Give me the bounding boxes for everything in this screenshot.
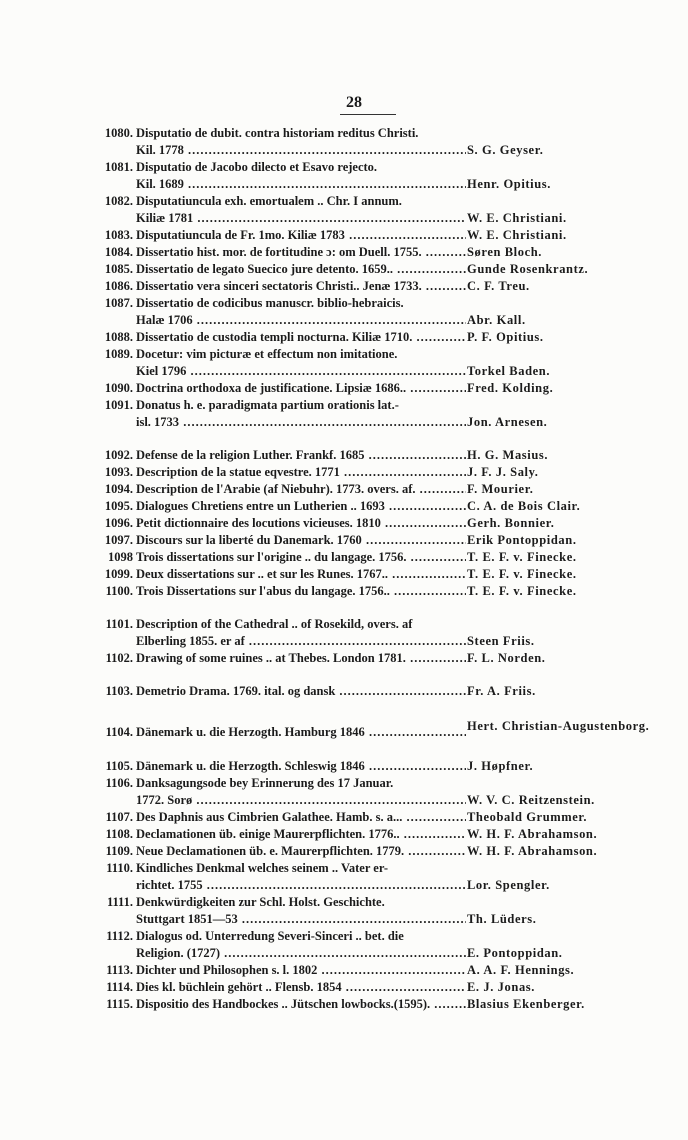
group-gap [0, 667, 688, 683]
entry-title: Discours sur la liberté du Danemark. 1760 ..... [136, 532, 466, 549]
entry-title: Dichter und Philosophen s. l. 1802 ..... [136, 962, 466, 979]
entry-title: Doctrina orthodoxa de justificatione. Lipsiæ 1686.. ..... [136, 380, 466, 397]
entry-title: Disputatio de dubit. contra historiam reditus Christi. [136, 126, 419, 140]
group-gap [0, 431, 688, 447]
entry-line [0, 877, 688, 894]
entry-author: Lor. Spengler. [467, 878, 550, 892]
entry-title: Docetur: vim picturæ et effectum non imitatione. [136, 347, 398, 361]
entry-group [0, 683, 688, 700]
entry-line [0, 261, 688, 278]
entry-title: Disputatio de Jacobo dilecto et Esavo rejecto. [136, 160, 378, 174]
entry-title: Petit dictionnaire des locutions vicieuses. 1810 ..... [136, 515, 466, 532]
entry-author: W. V. C. Reitzenstein. [467, 793, 595, 807]
entry-number: 1081. [104, 160, 133, 174]
entry-line [0, 775, 688, 792]
entry-title: Drawing of some ruines .. at Thebes. London 1781. ..... [136, 650, 466, 667]
catalog-entry [0, 397, 688, 431]
entry-title: Trois Dissertations sur l'abus du langage. 1756.. ..... [136, 583, 466, 600]
page-number: 28 [346, 94, 362, 111]
entry-author: Hert. Christian-Augustenborg. [467, 719, 650, 733]
catalog-entry [0, 295, 688, 329]
entry-title: Dispositio des Handbockes .. Jütschen lowbocks.(1595). ..... [136, 996, 466, 1013]
entry-line [0, 515, 688, 532]
entry-title: Religion. (1727) ..... [136, 945, 466, 962]
entry-author: Henr. Opitius. [467, 177, 551, 191]
entry-number: 1093. [104, 465, 133, 479]
entry-number: 1108. [105, 827, 133, 841]
entry-line [0, 227, 688, 244]
catalog-entry [0, 928, 688, 962]
entry-line [0, 826, 688, 843]
entry-author: J. Høpfner. [467, 759, 534, 773]
catalog-entry [0, 380, 688, 397]
entry-line [0, 481, 688, 498]
entry-number: 1107. [105, 810, 133, 824]
entry-author: W. H. F. Abrahamson. [467, 844, 598, 858]
entry-line [0, 843, 688, 860]
entry-author: S. G. Geyser. [467, 143, 544, 157]
entry-number: 1097. [104, 533, 133, 547]
entry-line [0, 329, 688, 346]
entry-title: Description de l'Arabie (af Niebuhr). 1773. overs. af. ..... [136, 481, 466, 498]
entry-author: T. E. F. v. Finecke. [467, 567, 577, 581]
catalog-entry [0, 329, 688, 346]
entry-group [0, 447, 688, 600]
catalog-entry [0, 481, 688, 498]
entry-line [0, 758, 688, 775]
catalog-entry [0, 758, 688, 775]
entry-author: W. H. F. Abrahamson. [467, 827, 598, 841]
entry-line [0, 414, 688, 431]
entry-author: A. A. F. Hennings. [467, 963, 575, 977]
catalog-entry [0, 244, 688, 261]
entry-line [0, 142, 688, 159]
entry-title: Dissertatio de legato Suecico jure detento. 1659.. ..... [136, 261, 466, 278]
entry-line [0, 633, 688, 650]
catalog-entry [0, 775, 688, 809]
catalog-entry [0, 447, 688, 464]
entry-number: 1092. [104, 448, 133, 462]
entry-line [0, 996, 688, 1013]
entry-author: Abr. Kall. [467, 313, 526, 327]
entry-number: 1088. [104, 330, 133, 344]
entry-line [0, 159, 688, 176]
entry-title: Dissertatio de codicibus manuscr. biblio-hebraicis. [136, 296, 404, 310]
group-gap [0, 700, 688, 708]
catalog-entry [0, 159, 688, 193]
entry-line [0, 447, 688, 464]
entry-line [0, 464, 688, 481]
entry-line [0, 583, 688, 600]
catalog-entry [0, 498, 688, 515]
catalog-entry [0, 227, 688, 244]
entry-line [0, 809, 688, 826]
entry-title: Kindliches Denkmal welches seinem .. Vater er- [136, 861, 389, 875]
catalog-entry [0, 650, 688, 667]
entry-author: J. F. J. Saly. [467, 465, 539, 479]
entry-group [0, 125, 688, 431]
entry-title: Dänemark u. die Herzogth. Hamburg 1846 ..... [136, 724, 466, 741]
entry-author: E. Pontoppidan. [467, 946, 563, 960]
entry-line [0, 860, 688, 877]
catalog-entry [0, 683, 688, 700]
entry-number: 1100. [105, 584, 133, 598]
entry-author: Theobald Grummer. [467, 810, 588, 824]
entry-group [0, 719, 688, 1013]
entry-author: Søren Bloch. [467, 245, 543, 259]
entry-title: Dies kl. büchlein gehört .. Flensb. 1854 ..... [136, 979, 466, 996]
catalog-entry [0, 125, 688, 159]
entry-line [0, 911, 688, 928]
entry-title: Dissertatio de custodia templi nocturna. Kiliæ 1710. ..... [136, 329, 466, 346]
entry-line [0, 498, 688, 515]
entry-title: Trois dissertations sur l'origine .. du langage. 1756. ..... [136, 549, 466, 566]
entry-number: 1084. [104, 245, 133, 259]
entry-number: 1080. [104, 126, 133, 140]
entry-line [0, 549, 688, 566]
entry-number: 1103. [105, 684, 133, 698]
entry-author: T. E. F. v. Finecke. [467, 584, 577, 598]
page-number-rule [340, 114, 396, 115]
entry-number: 1095. [104, 499, 133, 513]
catalog-entry [0, 843, 688, 860]
entry-author: Torkel Baden. [467, 364, 551, 378]
entry-title: Disputatiuncula exh. emortualem .. Chr. I annum. [136, 194, 402, 208]
entry-line [0, 312, 688, 329]
entry-number: 1101. [105, 617, 133, 631]
catalog-entry [0, 979, 688, 996]
entry-number: 1091. [104, 398, 133, 412]
entry-title: Kil. 1689 ..... [136, 176, 466, 193]
entry-title: Dissertatio hist. mor. de fortitudine ɔ: om Duell. 1755. ..... [136, 244, 466, 261]
entry-number: 1099. [104, 567, 133, 581]
entry-author: H. G. Masius. [467, 448, 549, 462]
entry-title: Kil. 1778 ..... [136, 142, 466, 159]
catalog-entry [0, 532, 688, 549]
catalog-list [0, 125, 688, 1013]
entry-number: 1087. [104, 296, 133, 310]
entry-author: C. F. Treu. [467, 279, 530, 293]
entry-title: Deux dissertations sur .. et sur les Runes. 1767.. ..... [136, 566, 466, 583]
entry-author: Steen Friis. [467, 634, 535, 648]
entry-number: 1113. [106, 963, 133, 977]
catalog-entry [0, 860, 688, 894]
entry-author: P. F. Opitius. [467, 330, 544, 344]
entry-line [0, 650, 688, 667]
entry-line [0, 532, 688, 549]
entry-title: Dänemark u. die Herzogth. Schleswig 1846 ..... [136, 758, 466, 775]
catalog-entry [0, 515, 688, 532]
entry-line [0, 945, 688, 962]
entry-author: W. E. Christiani. [467, 211, 567, 225]
entry-line [0, 295, 688, 312]
catalog-entry [0, 464, 688, 481]
entry-title: Neue Declamationen üb. e. Maurerpflichten. 1779. ..... [136, 843, 466, 860]
entry-author: W. E. Christiani. [467, 228, 567, 242]
entry-line [0, 962, 688, 979]
entry-line [0, 380, 688, 397]
entry-title: Demetrio Drama. 1769. ital. og dansk ..... [136, 683, 466, 700]
entry-number: 1104. [105, 725, 133, 739]
entry-number: 1085. [104, 262, 133, 276]
entry-line [0, 346, 688, 363]
entry-number: 1086. [104, 279, 133, 293]
entry-author: C. A. de Bois Clair. [467, 499, 581, 513]
entry-title: Des Daphnis aus Cimbrien Galathee. Hamb. s. a... ..... [136, 809, 466, 826]
entry-line [0, 278, 688, 295]
entry-author: Gerh. Bonnier. [467, 516, 555, 530]
entry-title: Denkwürdigkeiten zur Schl. Holst. Geschichte. [136, 895, 385, 909]
catalog-entry [0, 566, 688, 583]
catalog-entry [0, 809, 688, 826]
entry-number: 1106. [105, 776, 133, 790]
entry-author: Blasius Ekenberger. [467, 997, 585, 1011]
entry-title: Elberling 1855. er af ..... [136, 633, 466, 650]
entry-number: 1114. [106, 980, 133, 994]
group-gap [0, 600, 688, 616]
entry-line [0, 683, 688, 700]
entry-line [0, 193, 688, 210]
catalog-entry [0, 583, 688, 600]
entry-line [0, 210, 688, 227]
entry-title: Kiliæ 1781 ..... [136, 210, 466, 227]
entry-number: 1096. [104, 516, 133, 530]
entry-number: 1109. [105, 844, 133, 858]
entry-author: Th. Lüders. [467, 912, 537, 926]
catalog-entry [0, 894, 688, 928]
entry-author: E. J. Jonas. [467, 980, 535, 994]
entry-title: Declamationen üb. einige Maurerpflichten. 1776.. ..... [136, 826, 466, 843]
entry-number: 1112. [106, 929, 133, 943]
entry-number: 1102. [105, 651, 133, 665]
entry-author: Erik Pontoppidan. [467, 533, 577, 547]
entry-line [0, 566, 688, 583]
entry-number: 1090. [104, 381, 133, 395]
entry-author: T. E. F. v. Finecke. [467, 550, 577, 564]
entry-line [0, 719, 688, 741]
entry-title: Description of the Cathedral .. of Rosekild, overs. af [136, 617, 413, 631]
entry-line [0, 979, 688, 996]
entry-title: Description de la statue eqvestre. 1771 ..... [136, 464, 466, 481]
entry-line [0, 176, 688, 193]
catalog-entry [0, 719, 688, 758]
entry-line [0, 397, 688, 414]
entry-title: 1772. Sorø ..... [136, 792, 466, 809]
entry-title: Stuttgart 1851—53 ..... [136, 911, 466, 928]
entry-number: 1110. [106, 861, 133, 875]
entry-line [0, 244, 688, 261]
entry-number: 1089. [104, 347, 133, 361]
entry-number: 1083. [104, 228, 133, 242]
entry-title: richtet. 1755 ..... [136, 877, 466, 894]
catalog-entry [0, 193, 688, 227]
catalog-entry [0, 826, 688, 843]
catalog-entry [0, 962, 688, 979]
entry-number: 1098 [108, 550, 133, 564]
catalog-entry [0, 278, 688, 295]
entry-number: 1105. [105, 759, 133, 773]
entry-number: 1115. [106, 997, 133, 1011]
entry-author: Jon. Arnesen. [467, 415, 548, 429]
entry-group [0, 616, 688, 667]
entry-author: Gunde Rosenkrantz. [467, 262, 589, 276]
entry-title: Halæ 1706 ..... [136, 312, 466, 329]
entry-title: Donatus h. e. paradigmata partium orationis lat.- [136, 398, 399, 412]
entry-line [0, 792, 688, 809]
catalog-entry [0, 549, 688, 566]
entry-line [0, 125, 688, 142]
catalog-entry [0, 996, 688, 1013]
entry-author: Fred. Kolding. [467, 381, 554, 395]
entry-line [0, 741, 688, 758]
entry-author: F. Mourier. [467, 482, 534, 496]
entry-title: Defense de la religion Luther. Frankf. 1685 ..... [136, 447, 466, 464]
entry-line [0, 894, 688, 911]
entry-author: Fr. A. Friis. [467, 684, 536, 698]
entry-author: F. L. Norden. [467, 651, 546, 665]
entry-number: 1082. [104, 194, 133, 208]
entry-title: Dissertatio vera sinceri sectatoris Christi.. Jenæ 1733. ..... [136, 278, 466, 295]
entry-line [0, 616, 688, 633]
entry-line [0, 363, 688, 380]
catalog-entry [0, 261, 688, 278]
entry-line [0, 928, 688, 945]
entry-title: isl. 1733 ..... [136, 414, 466, 431]
catalog-entry [0, 346, 688, 380]
entry-number: 1111. [106, 895, 133, 909]
entry-title: Disputatiuncula de Fr. 1mo. Kiliæ 1783 ..... [136, 227, 466, 244]
entry-title: Dialogues Chretiens entre un Lutherien .. 1693 ..... [136, 498, 466, 515]
catalog-entry [0, 616, 688, 650]
entry-title: Dialogus od. Unterredung Severi-Sinceri .. bet. die [136, 929, 404, 943]
entry-number: 1094. [104, 482, 133, 496]
entry-title: Danksagungsode bey Erinnerung des 17 Januar. [136, 776, 394, 790]
entry-title: Kiel 1796 ..... [136, 363, 466, 380]
